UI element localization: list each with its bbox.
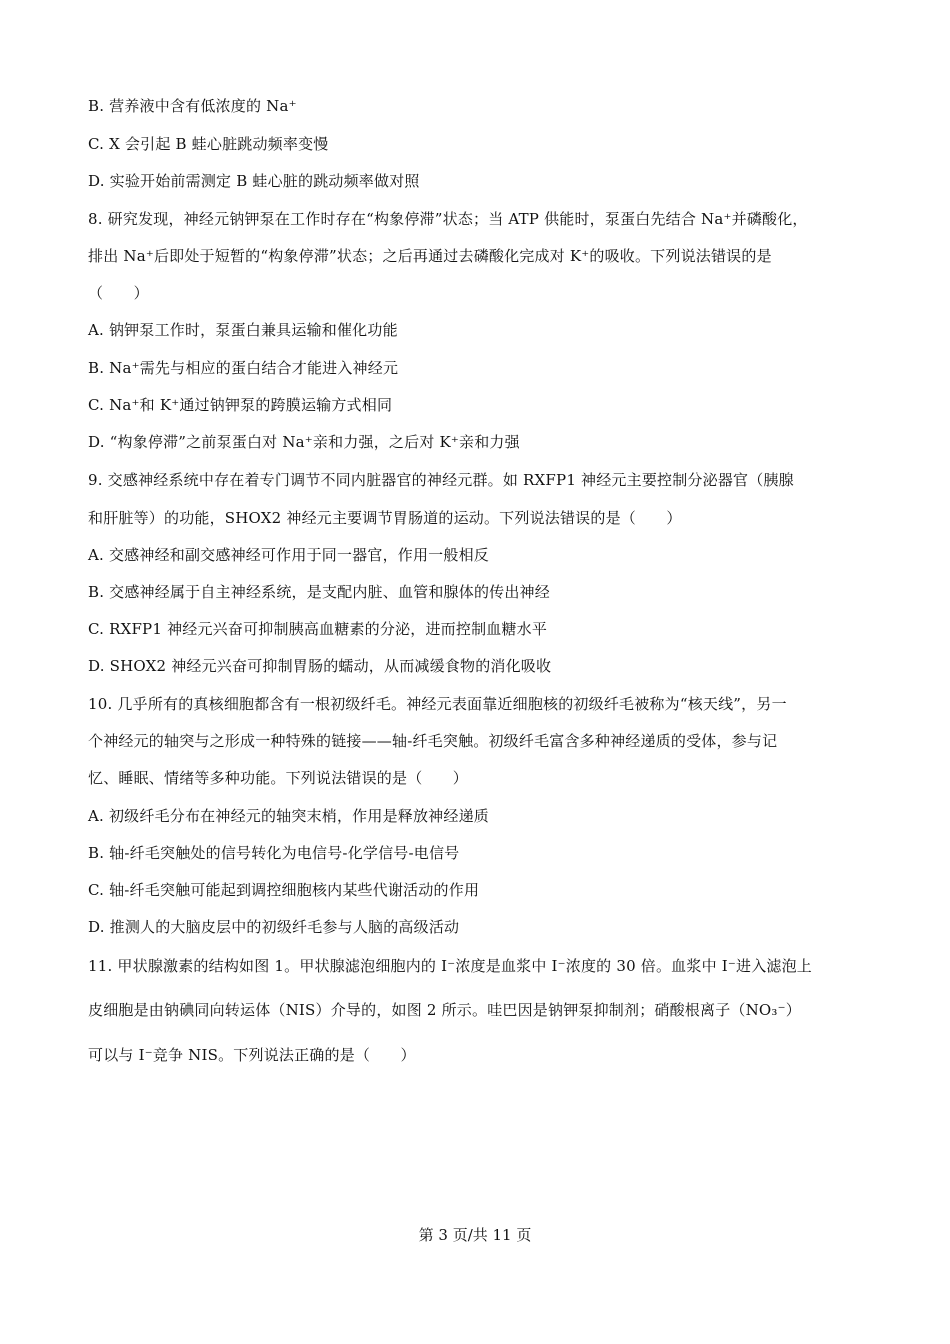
text-line: D. 推测人的大脑皮层中的初级纤毛参与人脑的高级活动 xyxy=(88,918,460,936)
text-line: B. 营养液中含有低浓度的 Na⁺ xyxy=(88,97,297,115)
text-line: D. 实验开始前需测定 B 蛙心脏的跳动频率做对照 xyxy=(88,172,420,190)
text-line: 8. 研究发现，神经元钠钾泵在工作时存在“构象停滞”状态；当 ATP 供能时，泵蛋白先结合 Na⁺并磷酸化， xyxy=(88,210,808,228)
text-line: 排出 Na⁺后即处于短暂的“构象停滞”状态；之后再通过去磷酸化完成对 K⁺的吸收。下列说法错误的是 xyxy=(88,247,772,265)
text-line: B. 轴-纤毛突触处的信号转化为电信号-化学信号-电信号 xyxy=(88,844,460,862)
text-line: （ ） xyxy=(88,284,149,302)
text-line: C. RXFP1 神经元兴奋可抑制胰高血糖素的分泌，进而控制血糖水平 xyxy=(88,620,548,638)
text-line: A. 初级纤毛分布在神经元的轴突末梢，作用是释放神经递质 xyxy=(88,807,489,825)
text-line: 9. 交感神经系统中存在着专门调节不同内脏器官的神经元群。如 RXFP1 神经元主要控制分泌器官（胰腺 xyxy=(88,471,794,489)
text-line: 10. 几乎所有的真核细胞都含有一根初级纤毛。神经元表面靠近细胞核的初级纤毛被称为“核天线”，另一 xyxy=(88,695,787,713)
text-line: C. X 会引起 B 蛙心脏跳动频率变慢 xyxy=(88,135,329,153)
text-line: 忆、睡眠、情绪等多种功能。下列说法错误的是（ ） xyxy=(88,769,469,787)
text-line: 11. 甲状腺激素的结构如图 1。甲状腺滤泡细胞内的 I⁻浓度是血浆中 I⁻浓度的 30 倍。血浆中 I⁻进入滤泡上 xyxy=(88,957,812,975)
text-line: D. “构象停滞”之前泵蛋白对 Na⁺亲和力强，之后对 K⁺亲和力强 xyxy=(88,433,520,451)
text-line: B. Na⁺需先与相应的蛋白结合才能进入神经元 xyxy=(88,359,399,377)
text-line: 个神经元的轴突与之形成一种特殊的链接——轴-纤毛突触。初级纤毛富含多种神经递质的受体，参与记 xyxy=(88,732,778,750)
text-line: 和肝脏等）的功能，SHOX2 神经元主要调节胃肠道的运动。下列说法错误的是（ ） xyxy=(88,509,682,527)
text-line: D. SHOX2 神经元兴奋可抑制胃肠的蠕动，从而减缓食物的消化吸收 xyxy=(88,657,552,675)
text-line: 皮细胞是由钠碘同向转运体（NIS）介导的，如图 2 所示。哇巴因是钠钾泵抑制剂；硝酸根离子（NO₃⁻） xyxy=(88,1001,801,1019)
text-line: B. 交感神经属于自主神经系统，是支配内脏、血管和腺体的传出神经 xyxy=(88,583,550,601)
text-line: C. Na⁺和 K⁺通过钠钾泵的跨膜运输方式相同 xyxy=(88,396,393,414)
page-footer: 第 3 页/共 11 页 xyxy=(418,1226,532,1244)
text-line: A. 交感神经和副交感神经可作用于同一器官，作用一般相反 xyxy=(88,546,489,564)
text-line: 可以与 I⁻竞争 NIS。下列说法正确的是（ ） xyxy=(88,1046,416,1064)
text-line: A. 钠钾泵工作时，泵蛋白兼具运输和催化功能 xyxy=(88,321,398,339)
text-line: C. 轴-纤毛突触可能起到调控细胞核内某些代谢活动的作用 xyxy=(88,881,480,899)
